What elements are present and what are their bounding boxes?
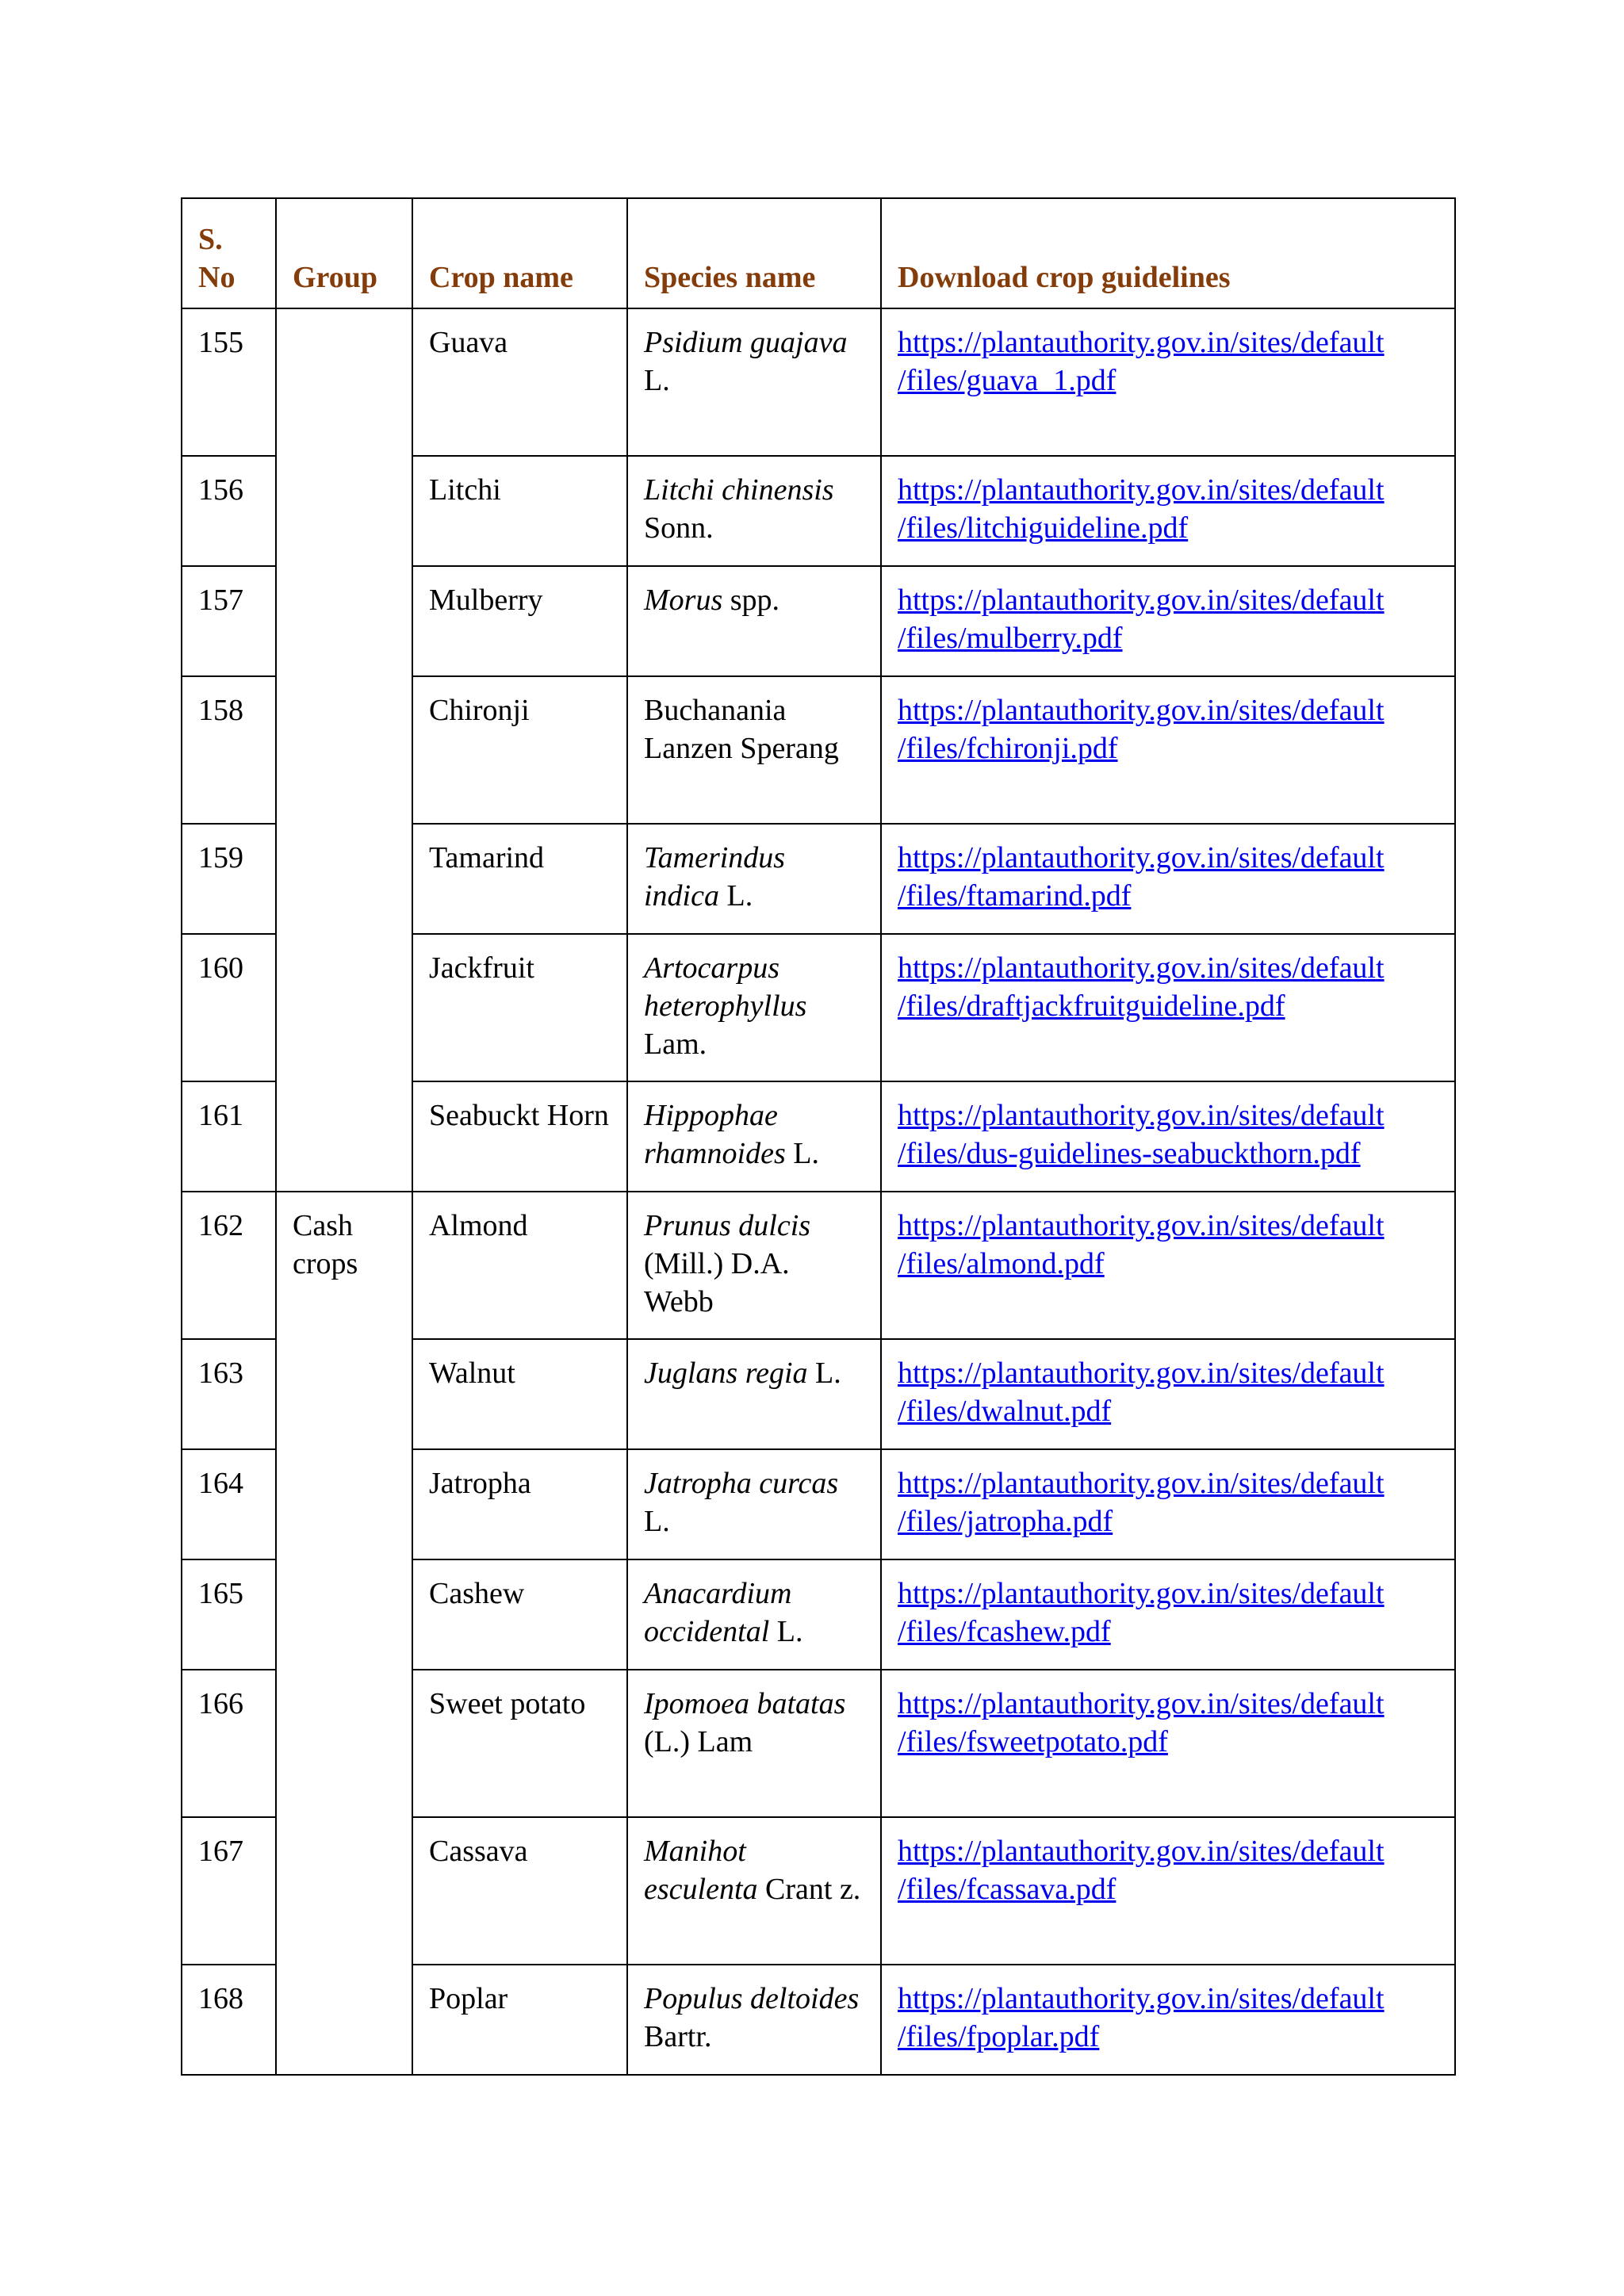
crop-name-cell: Tamarind xyxy=(412,824,627,934)
url-line-1: https://plantauthority.gov.in/sites/default xyxy=(898,1099,1385,1132)
species-name-cell xyxy=(627,1817,881,1965)
download-cell xyxy=(881,934,1455,1081)
table-row xyxy=(182,308,1455,456)
download-cell xyxy=(881,1081,1455,1192)
species-name-cell xyxy=(627,1449,881,1559)
url-line-2: /files/mulberry.pdf xyxy=(898,622,1123,655)
url-line-1: https://plantauthority.gov.in/sites/default xyxy=(898,1209,1385,1242)
guideline-link[interactable] xyxy=(898,323,1385,400)
download-cell xyxy=(881,1559,1455,1670)
guideline-link[interactable] xyxy=(898,1685,1385,1761)
sno-cell: 162 xyxy=(182,1192,276,1339)
download-cell xyxy=(881,1965,1455,2075)
url-line-1: https://plantauthority.gov.in/sites/default xyxy=(898,584,1385,617)
species-name-cell xyxy=(627,676,881,824)
crop-name-cell: Sweet potato xyxy=(412,1670,627,1817)
crop-name-cell: Seabuckt Horn xyxy=(412,1081,627,1192)
species-author: Lam. xyxy=(644,1027,707,1061)
species-name-cell xyxy=(627,1081,881,1192)
species-italic: Jatropha curcas xyxy=(644,1467,839,1500)
species-author: L. xyxy=(807,1357,841,1390)
url-line-2: /files/ftamarind.pdf xyxy=(898,879,1132,913)
sno-cell: 159 xyxy=(182,824,276,934)
crop-name-cell: Jatropha xyxy=(412,1449,627,1559)
species-name-cell xyxy=(627,566,881,676)
url-line-1: https://plantauthority.gov.in/sites/default xyxy=(898,473,1385,507)
download-cell xyxy=(881,308,1455,456)
crop-name-cell: Cashew xyxy=(412,1559,627,1670)
url-line-2: /files/fcassava.pdf xyxy=(898,1873,1116,1906)
download-cell xyxy=(881,824,1455,934)
crop-name-cell: Walnut xyxy=(412,1339,627,1449)
url-line-2: /files/fsweetpotato.pdf xyxy=(898,1725,1168,1758)
crop-guidelines-table xyxy=(181,197,1456,2076)
species-name-cell xyxy=(627,308,881,456)
url-line-2: /files/draftjackfruitguideline.pdf xyxy=(898,989,1285,1023)
url-line-2: /files/jatropha.pdf xyxy=(898,1505,1113,1538)
download-cell xyxy=(881,456,1455,566)
sno-cell: 163 xyxy=(182,1339,276,1449)
url-line-2: /files/fchironji.pdf xyxy=(898,732,1118,765)
sno-cell: 166 xyxy=(182,1670,276,1817)
species-italic: Ipomoea batatas xyxy=(644,1687,846,1720)
download-cell xyxy=(881,1192,1455,1339)
url-line-1: https://plantauthority.gov.in/sites/default xyxy=(898,1577,1385,1610)
guideline-link[interactable] xyxy=(898,1354,1385,1430)
guideline-link[interactable] xyxy=(898,1464,1385,1540)
header-download-guidelines: Download crop guidelines xyxy=(881,198,1455,308)
species-italic: Hippophae rhamnoides xyxy=(644,1099,786,1170)
download-cell xyxy=(881,676,1455,824)
species-author: L. xyxy=(644,1505,670,1538)
download-cell xyxy=(881,1339,1455,1449)
url-line-2: /files/litchiguideline.pdf xyxy=(898,511,1189,545)
guideline-link[interactable] xyxy=(898,839,1385,915)
sno-cell: 164 xyxy=(182,1449,276,1559)
guideline-link[interactable] xyxy=(898,1207,1385,1283)
sno-cell: 161 xyxy=(182,1081,276,1192)
crop-name-cell: Guava xyxy=(412,308,627,456)
guideline-link[interactable] xyxy=(898,1980,1385,2056)
sno-cell: 158 xyxy=(182,676,276,824)
species-name-cell xyxy=(627,824,881,934)
url-line-1: https://plantauthority.gov.in/sites/default xyxy=(898,951,1385,985)
species-name-cell xyxy=(627,1670,881,1817)
table-header-row xyxy=(182,198,1455,308)
header-crop-name: Crop name xyxy=(412,198,627,308)
url-line-1: https://plantauthority.gov.in/sites/default xyxy=(898,326,1385,359)
species-italic: Morus xyxy=(644,584,723,617)
download-cell xyxy=(881,1670,1455,1817)
guideline-link[interactable] xyxy=(898,691,1385,767)
url-line-1: https://plantauthority.gov.in/sites/default xyxy=(898,841,1385,874)
url-line-1: https://plantauthority.gov.in/sites/default xyxy=(898,1467,1385,1500)
group-cell-empty xyxy=(276,308,412,1192)
species-author: Sonn. xyxy=(644,511,714,545)
sno-cell: 160 xyxy=(182,934,276,1081)
sno-cell: 157 xyxy=(182,566,276,676)
crop-name-cell: Chironji xyxy=(412,676,627,824)
crop-name-cell: Jackfruit xyxy=(412,934,627,1081)
species-italic: Populus deltoides xyxy=(644,1982,860,2015)
crop-name-cell: Almond xyxy=(412,1192,627,1339)
guideline-link[interactable] xyxy=(898,1096,1385,1173)
header-group: Group xyxy=(276,198,412,308)
sno-cell: 167 xyxy=(182,1817,276,1965)
species-italic: Juglans regia xyxy=(644,1357,808,1390)
sno-cell: 165 xyxy=(182,1559,276,1670)
download-cell xyxy=(881,566,1455,676)
species-italic: Litchi chinensis xyxy=(644,473,834,507)
species-italic: Manihot esculenta xyxy=(644,1835,758,1906)
url-line-1: https://plantauthority.gov.in/sites/default xyxy=(898,1982,1385,2015)
guideline-link[interactable] xyxy=(898,581,1385,657)
url-line-1: https://plantauthority.gov.in/sites/default xyxy=(898,1687,1385,1720)
url-line-2: /files/dus-guidelines-seabuckthorn.pdf xyxy=(898,1137,1361,1170)
species-name-cell xyxy=(627,1559,881,1670)
species-author: L. xyxy=(785,1137,819,1170)
url-line-2: /files/fcashew.pdf xyxy=(898,1615,1111,1648)
species-italic: Prunus dulcis xyxy=(644,1209,811,1242)
species-author: (L.) Lam xyxy=(644,1725,753,1758)
species-italic: Anacardium occidental xyxy=(644,1577,792,1648)
sno-cell: 155 xyxy=(182,308,276,456)
guideline-link[interactable] xyxy=(898,471,1385,547)
species-italic: Psidium guajava xyxy=(644,326,848,359)
species-name-cell xyxy=(627,934,881,1081)
url-line-2: /files/fpoplar.pdf xyxy=(898,2020,1100,2053)
species-author: Bartr. xyxy=(644,2020,712,2053)
species-name-cell xyxy=(627,1339,881,1449)
species-name-cell xyxy=(627,456,881,566)
sno-cell: 168 xyxy=(182,1965,276,2075)
species-name-cell xyxy=(627,1192,881,1339)
url-line-2: /files/guava_1.pdf xyxy=(898,364,1116,397)
species-author: L. xyxy=(644,364,670,397)
species-author: L. xyxy=(769,1615,803,1648)
group-cell: Cash crops xyxy=(276,1192,412,2075)
download-cell xyxy=(881,1817,1455,1965)
guideline-link[interactable] xyxy=(898,949,1385,1025)
url-line-1: https://plantauthority.gov.in/sites/default xyxy=(898,694,1385,727)
species-author: Buchanania Lanzen Sperang xyxy=(644,694,839,765)
crop-name-cell: Cassava xyxy=(412,1817,627,1965)
species-name-cell xyxy=(627,1965,881,2075)
species-author: (Mill.) D.A. Webb xyxy=(644,1247,790,1318)
url-line-1: https://plantauthority.gov.in/sites/default xyxy=(898,1835,1385,1868)
crop-name-cell: Poplar xyxy=(412,1965,627,2075)
species-author: spp. xyxy=(722,584,780,617)
species-italic: Artocarpus heterophyllus xyxy=(644,951,807,1023)
crop-name-cell: Mulberry xyxy=(412,566,627,676)
sno-cell: 156 xyxy=(182,456,276,566)
species-italic: Tamerindus indica xyxy=(644,841,786,913)
header-species-name: Species name xyxy=(627,198,881,308)
header-sno: S. No xyxy=(182,198,276,308)
download-cell xyxy=(881,1449,1455,1559)
url-line-2: /files/dwalnut.pdf xyxy=(898,1395,1112,1428)
url-line-2: /files/almond.pdf xyxy=(898,1247,1105,1280)
url-line-1: https://plantauthority.gov.in/sites/default xyxy=(898,1357,1385,1390)
guideline-link[interactable] xyxy=(898,1832,1385,1908)
table-row xyxy=(182,1192,1455,1339)
species-author: L. xyxy=(718,879,753,913)
guideline-link[interactable] xyxy=(898,1575,1385,1651)
crop-name-cell: Litchi xyxy=(412,456,627,566)
species-author: Crant z. xyxy=(757,1873,861,1906)
